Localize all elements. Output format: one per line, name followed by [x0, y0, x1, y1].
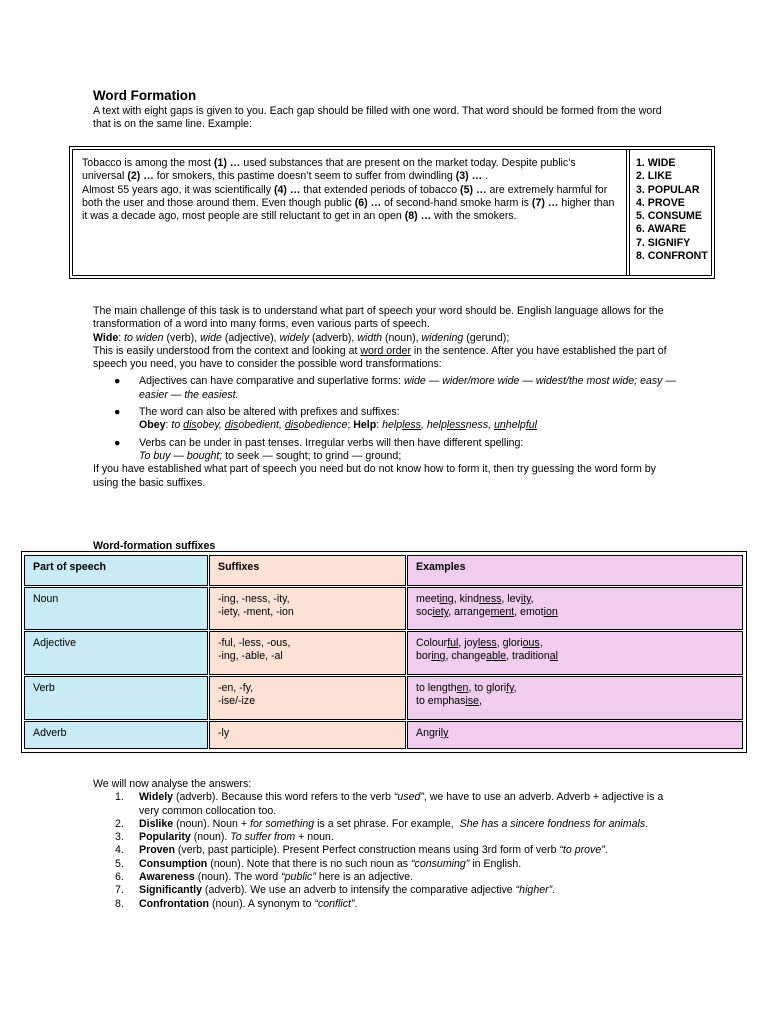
table-cell-examples: to lengthen, to glorify, to emphasise, [407, 676, 743, 720]
example-word-list [636, 157, 716, 263]
guide-paragraph: The main challenge of this task is to understand what part of speech your word should be. English language allows for the transformation of a word into many forms, even various parts of speech. [93, 305, 664, 331]
list-item: ● Verbs can be under in past tenses. Irregular verbs will then have different spelling: To buy — bought; to seek — sought; to grind — ground; [114, 436, 524, 462]
guide-section [93, 305, 683, 490]
word-order-link[interactable]: word order [360, 344, 411, 357]
list-item: ● The word can also be altered with prefixes and suffixes: Obey: to disobey, disobedient, disobedience; Help: helpless, helplessness, unhelpful [114, 406, 538, 432]
table-cell-suffixes: -en, -fy, -ise/-ize [209, 676, 406, 720]
example-box [69, 146, 715, 279]
example-word: 1. WIDE [636, 157, 676, 169]
example-word: 3. POPULAR [636, 183, 700, 196]
example-word: 5. CONSUME [636, 210, 702, 223]
bullet-icon: ● [114, 436, 121, 449]
example-word: 6. AWARE [636, 223, 687, 236]
table-cell-pos: Adjective [24, 631, 208, 675]
example-divider [629, 150, 630, 275]
bullet-icon: ● [114, 375, 121, 388]
suffix-table [21, 551, 747, 753]
list-item: 4. Proven (verb, past participle). Present Perfect construction means using 3rd form of verb “to prove”. [115, 844, 608, 857]
example-word: 2. LIKE [636, 170, 672, 183]
table-header-cell: Examples [407, 555, 743, 586]
example-text: Tobacco is among the most (1) … used substances that are present on the market today. Despite public’s universal (2) … for smokers, this pastime doesn’t seem to suffer from dwindling (3) … . Almost 55 years ago, it was scientifically (4) … that extended periods of tobacco (5) … are extremely harmful for both the user and those around them. Even though public (6) … of second-hand smoke harm is (7) … higher than it was a decade ago, most people are still reluctant to get in an open (8) … with the smokers. [82, 157, 615, 223]
table-cell-pos: Adverb [24, 721, 208, 749]
table-header-cell: Suffixes [209, 555, 406, 586]
table-cell-suffixes: -ing, -ness, -ity, -iety, -ment, -ion [209, 587, 406, 630]
list-item: 1. Widely (adverb). Because this word refers to the verb “used”, we have to use an adverb. Adverb + adjective is a very common collocation too. [115, 791, 664, 817]
list-item: 5. Consumption (noun). Note that there is no such noun as “consuming” in English. [115, 857, 522, 870]
answers-intro: We will now analyse the answers: [93, 778, 252, 790]
table-cell-pos: Noun [24, 587, 208, 630]
list-item: 2. Dislike (noun). Noun + for something is a set phrase. For example, She has a sincere fondness for animals. [115, 817, 649, 830]
guide-paragraph: This is easily understood from the context and looking at word order in the sentence. After you have established the part of speech you need, you have to consider the possible word transformations: [93, 344, 667, 371]
answers-section [93, 778, 683, 911]
example-word: 7. SIGNIFY [636, 236, 691, 249]
table-cell-examples: Colourful, joyless, glorious, boring, changeable, traditional [407, 631, 743, 675]
table-cell-pos: Verb [24, 676, 208, 720]
table-cell-suffixes: -ly [209, 721, 406, 749]
list-item: ● Adjectives can have comparative and superlative forms: wide — wider/more wide — widest/the most wide; easy — easier — the easiest. [114, 375, 676, 401]
table-cell-suffixes: -ful, -less, -ous, -ing, -able, -al [209, 631, 406, 675]
suffix-table-caption: Word-formation suffixes [93, 540, 216, 552]
list-item: 3. Popularity (noun). To suffer from + noun. [115, 831, 334, 844]
guide-paragraph: If you have established what part of speech you need but do not know how to form it, then try guessing the word form by using the basic suffixes. [93, 463, 656, 489]
list-item: 8. Confrontation (noun). A synonym to “conflict”. [115, 897, 358, 910]
page-title: Word Formation [93, 88, 197, 103]
wide-forms: Wide: to widen (verb), wide (adjective), widely (adverb), width (noun), widening (gerund); [93, 331, 510, 344]
example-divider [626, 150, 627, 275]
table-header-cell: Part of speech [24, 555, 208, 586]
table-cell-examples: meeting, kindness, levity, society, arrangement, emotion [407, 587, 743, 630]
table-cell-examples: Angrily [407, 721, 743, 749]
bullet-icon: ● [114, 406, 121, 419]
example-word: 4. PROVE [636, 196, 685, 209]
list-item: 6. Awareness (noun). The word “public” here is an adjective. [115, 871, 414, 884]
example-word: 8. CONFRONT [636, 250, 708, 263]
list-item: 7. Significantly (adverb). We use an adverb to intensify the comparative adjective “higher”. [115, 884, 556, 897]
intro-text: A text with eight gaps is given to you. Each gap should be filled with one word. That word should be formed from the word that is on the same line. Example: [93, 105, 662, 131]
